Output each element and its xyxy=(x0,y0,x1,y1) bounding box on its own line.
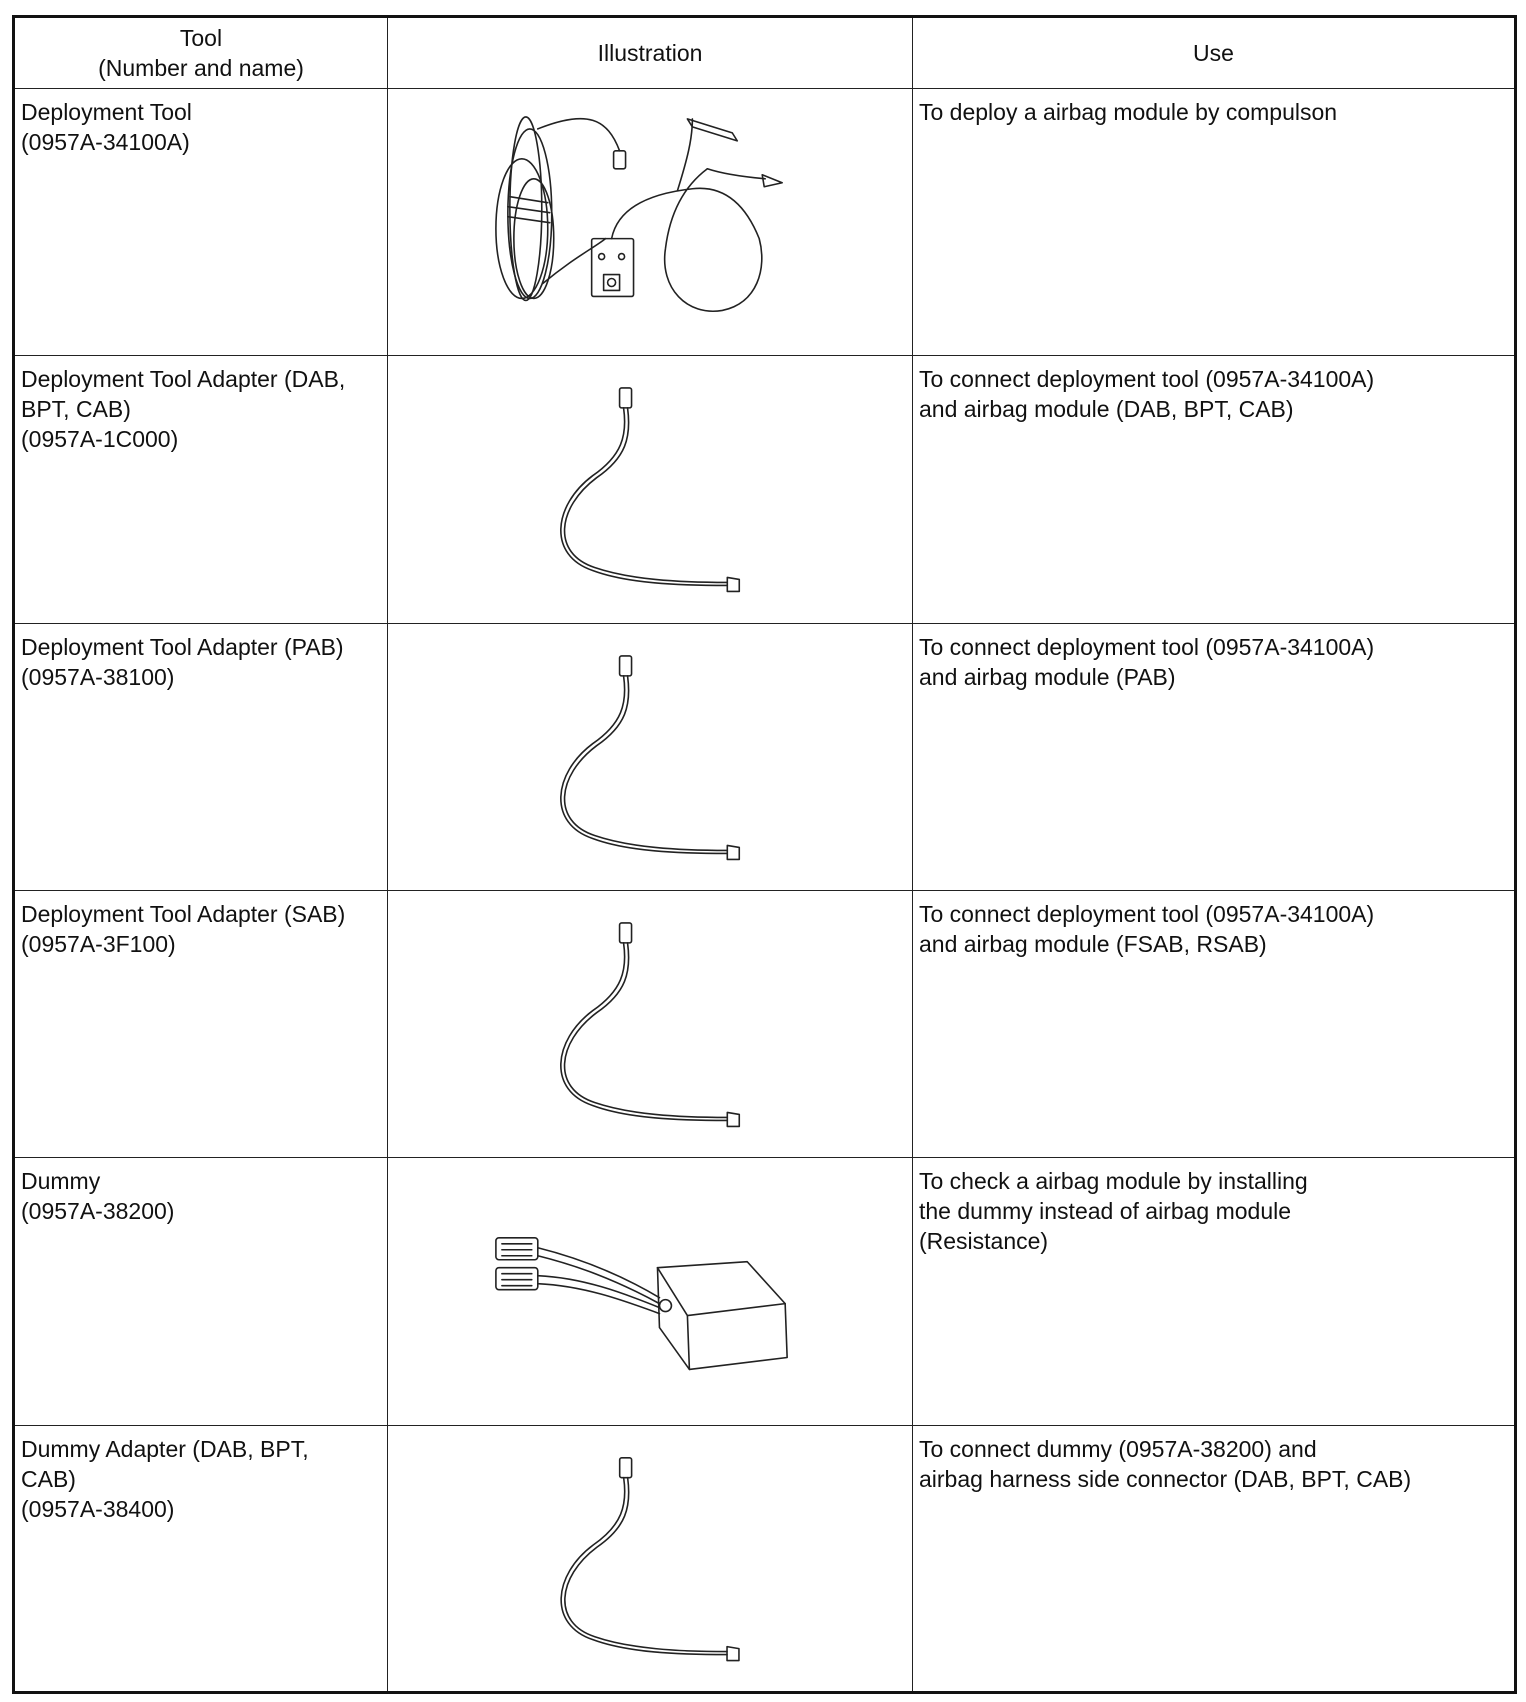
illustration-cell xyxy=(388,891,913,1158)
illustration-cell xyxy=(388,89,913,356)
use-line: To connect dummy (0957A-38200) and xyxy=(919,1435,1317,1462)
tool-cell xyxy=(14,623,388,890)
table-row xyxy=(14,623,1516,890)
use-cell xyxy=(913,1425,1516,1692)
dummy-box-icon xyxy=(388,1158,912,1424)
adapter-cable-icon xyxy=(388,1426,912,1691)
use-cell xyxy=(913,891,1516,1158)
use-line: and airbag module (FSAB, RSAB) xyxy=(919,931,1267,958)
illustration-cell xyxy=(388,1158,913,1425)
tool-cell xyxy=(14,89,388,356)
adapter-cable-icon xyxy=(388,891,912,1157)
special-tools-table xyxy=(12,15,1517,1694)
use-line: To connect deployment tool (0957A-34100A) xyxy=(919,633,1375,660)
adapter-cable-icon xyxy=(388,356,912,622)
use-line: and airbag module (PAB) xyxy=(919,663,1176,690)
illustration-cell xyxy=(388,623,913,890)
table-row xyxy=(14,1158,1516,1425)
tool-name-line: CAB) xyxy=(21,1465,76,1492)
illustration-cell xyxy=(388,1425,913,1692)
use-cell xyxy=(913,89,1516,356)
use-line: To connect deployment tool (0957A-34100A) xyxy=(919,366,1375,393)
illustration-cell xyxy=(388,356,913,623)
table-row xyxy=(14,1425,1516,1692)
tool-name-line: (0957A-38200) xyxy=(21,1198,175,1225)
use-line: To check a airbag module by installing xyxy=(919,1168,1308,1195)
table-row xyxy=(14,891,1516,1158)
use-line: and airbag module (DAB, BPT, CAB) xyxy=(919,396,1294,423)
use-cell xyxy=(913,623,1516,890)
tool-name-line: (0957A-38400) xyxy=(21,1495,175,1522)
tool-name-line: BPT, CAB) xyxy=(21,396,131,423)
tool-name-line: (0957A-1C000) xyxy=(21,426,179,453)
use-line: To connect deployment tool (0957A-34100A) xyxy=(919,901,1375,928)
tool-name-line: (0957A-3F100) xyxy=(21,931,176,958)
header-row xyxy=(14,17,1516,89)
tool-cell xyxy=(14,356,388,623)
tool-cell xyxy=(14,1158,388,1425)
deployment-tool-icon xyxy=(388,89,912,355)
header-illustration: Illustration xyxy=(388,17,913,89)
header-tool-line: Tool xyxy=(179,25,223,52)
table-row xyxy=(14,89,1516,356)
header-tool-line: (Number and name) xyxy=(98,55,304,82)
tool-name-line: (0957A-34100A) xyxy=(21,129,190,156)
tool-name-line: Dummy Adapter (DAB, BPT, xyxy=(21,1435,309,1462)
tool-name-line: Deployment Tool Adapter (SAB) xyxy=(21,901,346,928)
tool-name-line: Dummy xyxy=(21,1168,101,1195)
use-cell xyxy=(913,1158,1516,1425)
tool-cell xyxy=(14,891,388,1158)
tool-name-line: Deployment Tool xyxy=(21,99,192,126)
use-line: airbag harness side connector (DAB, BPT, CAB) xyxy=(919,1465,1412,1492)
tool-name-line: (0957A-38100) xyxy=(21,663,175,690)
use-line: To deploy a airbag module by compulson xyxy=(919,99,1338,126)
adapter-cable-icon xyxy=(388,624,912,890)
use-line: the dummy instead of airbag module xyxy=(919,1198,1292,1225)
table-row xyxy=(14,356,1516,623)
use-line: (Resistance) xyxy=(919,1228,1049,1255)
header-tool xyxy=(14,17,388,89)
tool-name-line: Deployment Tool Adapter (DAB, xyxy=(21,366,346,393)
use-cell xyxy=(913,356,1516,623)
tool-cell xyxy=(14,1425,388,1692)
header-use: Use xyxy=(913,17,1516,89)
tool-name-line: Deployment Tool Adapter (PAB) xyxy=(21,633,344,660)
